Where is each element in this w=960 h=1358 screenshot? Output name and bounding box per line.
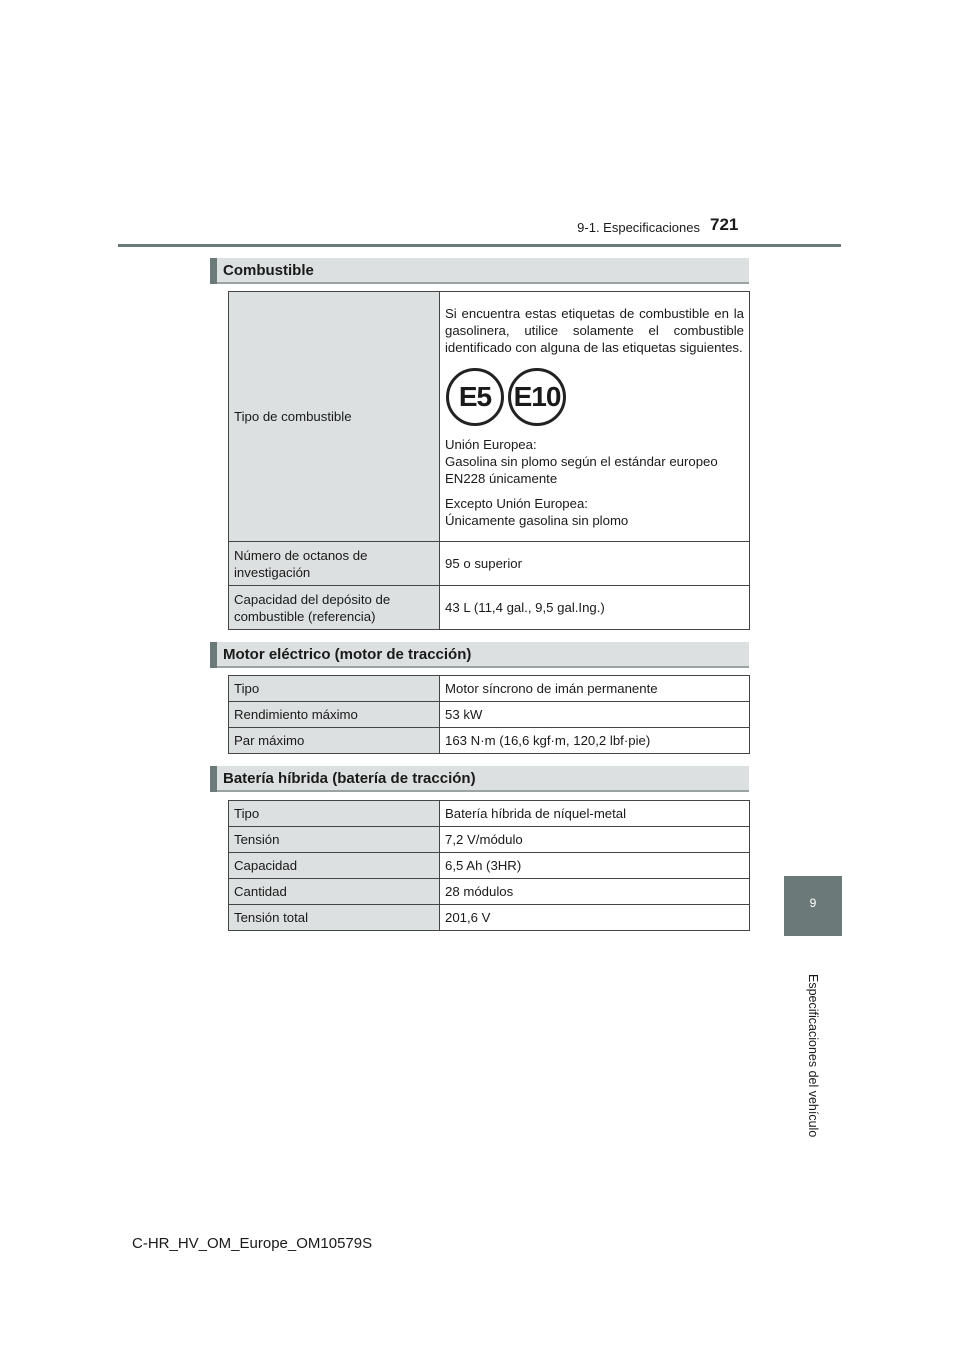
table-row <box>229 702 750 728</box>
row-value: 28 módulos <box>440 879 750 905</box>
table-row <box>229 676 750 702</box>
row-label: Tipo <box>229 676 440 702</box>
eu-text: Gasolina sin plomo según el estándar europeo EN228 únicamente <box>445 453 718 486</box>
row-label: Tipo de combustible <box>229 292 440 542</box>
row-value: 163 N·m (16,6 kgf·m, 120,2 lbf·pie) <box>440 728 750 754</box>
row-label: Capacidad del depósito de combustible (referencia) <box>229 586 440 630</box>
header-section-title: 9-1. Especificaciones <box>577 220 700 235</box>
chapter-label: Especificaciones del vehículo <box>806 974 820 1138</box>
row-value: Batería híbrida de níquel-metal <box>440 801 750 827</box>
table-row <box>229 542 750 586</box>
fuel-label-badges <box>446 368 744 426</box>
section-title: Motor eléctrico (motor de tracción) <box>223 646 472 663</box>
battery-spec-table <box>228 800 750 931</box>
table-row <box>229 853 750 879</box>
section-heading-battery <box>210 766 749 792</box>
row-value: 7,2 V/módulo <box>440 827 750 853</box>
row-label: Capacidad <box>229 853 440 879</box>
section-heading-fuel <box>210 258 749 284</box>
row-value: 43 L (11,4 gal., 9,5 gal.Ing.) <box>440 586 750 630</box>
row-value: 6,5 Ah (3HR) <box>440 853 750 879</box>
row-label: Tensión <box>229 827 440 853</box>
fuel-intro-text: Si encuentra estas etiquetas de combustible en la gasolinera, utilice solamente el combustible identificado con alguna de las etiquetas siguientes. <box>445 305 744 355</box>
row-label: Tipo <box>229 801 440 827</box>
heading-accent-bar <box>210 642 217 668</box>
row-label: Cantidad <box>229 879 440 905</box>
table-row <box>229 728 750 754</box>
non-eu-text: Únicamente gasolina sin plomo <box>445 512 629 528</box>
chapter-tab[interactable] <box>784 876 842 936</box>
row-label: Par máximo <box>229 728 440 754</box>
fuel-label-e10-icon: E10 <box>508 368 566 426</box>
row-value <box>440 292 750 542</box>
table-row <box>229 905 750 931</box>
fuel-spec-table <box>228 291 750 630</box>
row-value: 201,6 V <box>440 905 750 931</box>
fuel-label-e5-icon: E5 <box>446 368 504 426</box>
row-value: 53 kW <box>440 702 750 728</box>
table-row <box>229 879 750 905</box>
heading-accent-bar <box>210 258 217 284</box>
section-heading-motor <box>210 642 749 668</box>
row-value: Motor síncrono de imán permanente <box>440 676 750 702</box>
section-title: Batería híbrida (batería de tracción) <box>223 770 476 787</box>
motor-spec-table <box>228 675 750 754</box>
footer-doc-code: C-HR_HV_OM_Europe_OM10579S <box>132 1235 373 1252</box>
row-label: Tensión total <box>229 905 440 931</box>
chapter-number: 9 <box>809 896 817 910</box>
table-row <box>229 586 750 630</box>
section-title: Combustible <box>223 262 314 279</box>
heading-accent-bar <box>210 766 217 792</box>
table-row <box>229 801 750 827</box>
page-number: 721 <box>710 215 739 234</box>
table-row <box>229 827 750 853</box>
row-label: Número de octanos de investigación <box>229 542 440 586</box>
non-eu-title: Excepto Unión Europea: <box>445 495 588 511</box>
row-label: Rendimiento máximo <box>229 702 440 728</box>
table-row <box>229 292 750 542</box>
header-rule <box>118 244 841 247</box>
row-value: 95 o superior <box>440 542 750 586</box>
eu-title: Unión Europea: <box>445 436 537 452</box>
